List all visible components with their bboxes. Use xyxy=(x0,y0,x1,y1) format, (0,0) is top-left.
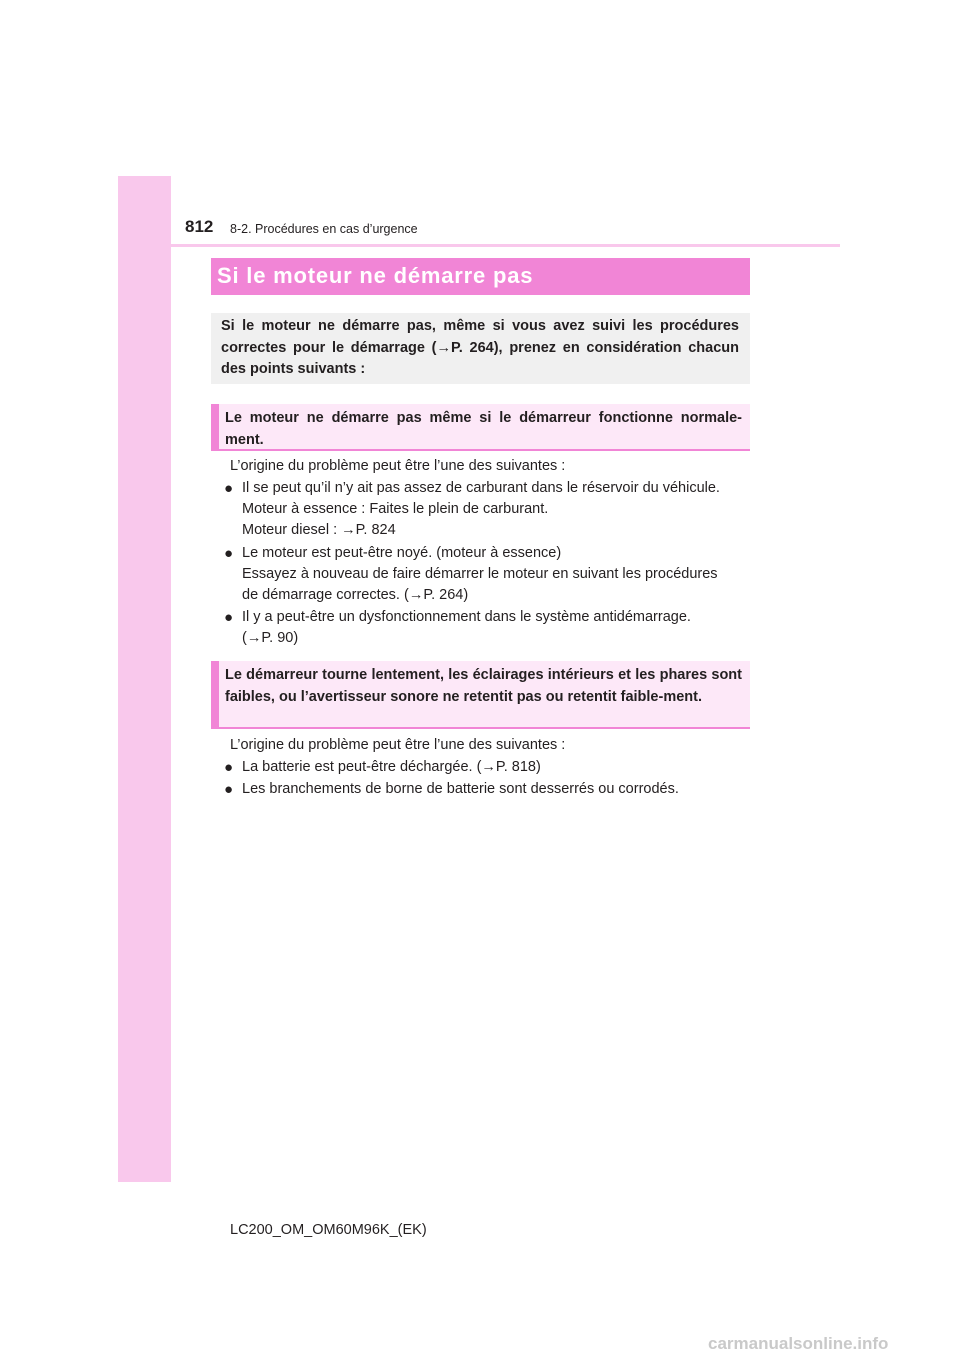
condition-box-2 xyxy=(211,661,750,729)
condition-bar xyxy=(211,404,219,449)
lead-text-1: L’origine du problème peut être l’une des suivantes : xyxy=(230,458,566,474)
section-title: Si le moteur ne démarre pas xyxy=(217,263,534,288)
list-item-line: La batterie est peut-être déchargée. (→P. 818) xyxy=(242,759,541,775)
bullet-icon: ● xyxy=(224,781,234,798)
list-item-line: Essayez à nouveau de faire démarrer le moteur en suivant les procédures xyxy=(242,566,718,582)
list-item-line: de démarrage correctes. (→P. 264) xyxy=(242,587,469,603)
bullet-icon: ● xyxy=(224,480,234,497)
list-item-line: Moteur diesel : →P. 824 xyxy=(242,522,396,538)
list-item-line: (→P. 90) xyxy=(242,630,299,646)
condition-text-2: Le démarreur tourne lentement, les éclairages intérieurs et les phares sont faibles, ou l’avertisseur sonore ne retentit pas ou retentit faible-ment. xyxy=(225,667,742,705)
bullet-icon: ● xyxy=(224,759,234,776)
side-tab-band xyxy=(118,176,171,1182)
watermark: carmanualsonline.info xyxy=(708,1334,889,1353)
condition-box-1 xyxy=(211,404,750,451)
intro-text: Si le moteur ne démarre pas, même si vous avez suivi les procédures correctes pour le démarrage (→P. 264), prenez en considération chacun des points suivants : xyxy=(221,318,739,377)
footer-code: LC200_OM_OM60M96K_(EK) xyxy=(230,1222,427,1238)
page-number: 812 xyxy=(185,217,214,236)
list-item-line: Moteur à essence : Faites le plein de carburant. xyxy=(242,501,549,517)
bullet-icon: ● xyxy=(224,609,234,626)
list-item-line: Il y a peut-être un dysfonctionnement dans le système antidémarrage. xyxy=(242,609,691,625)
bullet-icon: ● xyxy=(224,545,234,562)
section-title-box xyxy=(211,258,750,295)
condition-text-1: Le moteur ne démarre pas même si le démarreur fonctionne normale-ment. xyxy=(225,410,742,448)
chapter-title: 8-2. Procédures en cas d’urgence xyxy=(230,222,418,236)
list-item-line: Le moteur est peut-être noyé. (moteur à essence) xyxy=(242,545,562,561)
list-item-line: Il se peut qu’il n’y ait pas assez de carburant dans le réservoir du véhicule. xyxy=(242,480,720,496)
list-item-line: Les branchements de borne de batterie sont desserrés ou corrodés. xyxy=(242,781,679,797)
header-rule xyxy=(118,244,840,247)
intro-box xyxy=(211,313,750,384)
condition-bar xyxy=(211,661,219,727)
lead-text-2: L’origine du problème peut être l’une des suivantes : xyxy=(230,737,566,753)
